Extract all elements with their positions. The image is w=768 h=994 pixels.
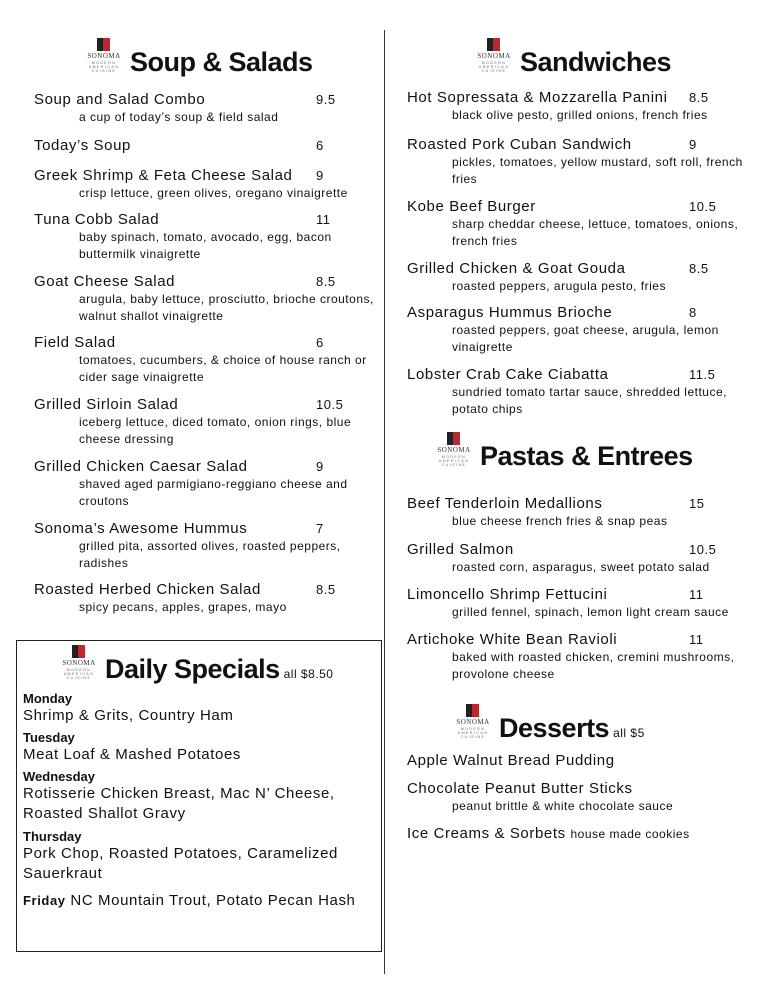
item-name: Grilled Chicken Caesar Salad — [34, 458, 248, 475]
menu-item — [407, 136, 747, 188]
item-description: pickles, tomatoes, yellow mustard, soft roll, french fries — [452, 155, 743, 186]
item-name: Tuna Cobb Salad — [34, 211, 160, 228]
menu-item — [34, 520, 374, 572]
item-description: grilled pita, assorted olives, roasted peppers, radishes — [79, 539, 341, 570]
menu-item — [34, 91, 374, 126]
sonoma-logo: SONOMA MODERN AMERICAN CUISINE — [86, 38, 122, 76]
menu-item — [407, 366, 747, 418]
item-description: tomatoes, cucumbers, & choice of house ranch or cider sage vinaigrette — [79, 353, 367, 384]
special-friday — [23, 891, 368, 911]
sonoma-logo: SONOMA MODERN AMERICAN CUISINE — [455, 704, 491, 742]
menu-item — [34, 458, 374, 510]
item-name: Roasted Herbed Chicken Salad — [34, 581, 261, 598]
item-name: Chocolate Peanut Butter Sticks — [407, 780, 633, 797]
item-description: baked with roasted chicken, cremini mushrooms, provolone cheese — [452, 650, 735, 681]
item-description: sundried tomato tartar sauce, shredded lettuce, potato chips — [452, 385, 727, 416]
menu-item — [34, 137, 374, 154]
item-price: 10.5 — [689, 199, 717, 214]
item-description: blue cheese french fries & snap peas — [452, 514, 668, 528]
day-name: Tuesday — [23, 730, 75, 745]
item-price: 8.5 — [316, 582, 336, 597]
item-name: Hot Sopressata & Mozzarella Panini — [407, 89, 668, 106]
item-price: 8.5 — [316, 274, 336, 289]
desserts-header — [455, 704, 645, 742]
item-name: Soup and Salad Combo — [34, 91, 206, 108]
item-inline-desc: house made cookies — [570, 827, 690, 841]
sonoma-logo: SONOMA MODERN AMERICAN CUISINE — [436, 432, 472, 470]
item-price: 9 — [316, 459, 324, 474]
item-price: 9 — [689, 137, 697, 152]
menu-item — [407, 304, 747, 356]
item-price: 11 — [316, 212, 331, 227]
menu-item — [34, 211, 374, 263]
menu-item — [407, 541, 747, 576]
item-price: 11 — [689, 587, 704, 602]
item-description: crisp lettuce, green olives, oregano vinaigrette — [79, 186, 348, 200]
item-description: spicy pecans, apples, grapes, mayo — [79, 600, 287, 614]
item-description: a cup of today’s soup & field salad — [79, 110, 279, 124]
item-description: roasted peppers, arugula pesto, fries — [452, 279, 666, 293]
sandwiches-header — [476, 38, 671, 76]
item-description: roasted peppers, goat cheese, arugula, lemon vinaigrette — [452, 323, 719, 354]
menu-item — [407, 260, 747, 295]
column-divider — [384, 30, 385, 974]
menu-item — [34, 273, 374, 325]
day-dish: Rotisserie Chicken Breast, Mac N’ Cheese, Roasted Shallot Gravy — [23, 785, 335, 822]
item-description: shaved aged parmigiano-reggiano cheese and croutons — [79, 477, 348, 508]
section-title: Soup & Salads — [130, 47, 313, 77]
item-name: Roasted Pork Cuban Sandwich — [407, 136, 632, 153]
day-dish: Meat Loaf & Mashed Potatoes — [23, 746, 241, 763]
item-name: Today’s Soup — [34, 137, 131, 154]
item-name: Field Salad — [34, 334, 116, 351]
item-description: sharp cheddar cheese, lettuce, tomatoes, onions, french fries — [452, 217, 739, 248]
item-price: 11.5 — [689, 367, 716, 382]
item-price: 9.5 — [316, 92, 336, 107]
item-price: 8.5 — [689, 90, 709, 105]
item-description: black olive pesto, grilled onions, french fries — [452, 108, 708, 122]
item-name: Asparagus Hummus Brioche — [407, 304, 613, 321]
special-monday — [23, 691, 368, 726]
section-note: all $5 — [613, 726, 645, 740]
item-name — [407, 825, 747, 842]
day-name: Thursday — [23, 829, 82, 844]
item-description: grilled fennel, spinach, lemon light cream sauce — [452, 605, 729, 619]
day-dish: Pork Chop, Roasted Potatoes, Caramelized Sauerkraut — [23, 845, 338, 882]
sonoma-logo: SONOMA MODERN AMERICAN CUISINE — [476, 38, 512, 76]
item-name-text: Ice Creams & Sorbets — [407, 825, 566, 842]
section-title: Pastas & Entrees — [480, 441, 693, 471]
sonoma-logo: SONOMA MODERN AMERICAN CUISINE — [61, 645, 97, 683]
item-price: 9 — [316, 168, 324, 183]
item-name: Sonoma’s Awesome Hummus — [34, 520, 248, 537]
item-description: arugula, baby lettuce, prosciutto, brioche croutons, walnut shallot vinaigrette — [79, 292, 374, 323]
item-description: baby spinach, tomato, avocado, egg, bacon buttermilk vinaigrette — [79, 230, 332, 261]
menu-item — [407, 586, 747, 621]
special-wednesday — [23, 769, 368, 824]
item-price: 8 — [689, 305, 697, 320]
section-note: all $8.50 — [283, 667, 334, 681]
menu-item — [34, 334, 374, 386]
item-price: 10.5 — [316, 397, 344, 412]
menu-item — [34, 581, 374, 616]
daily-specials-header — [61, 645, 333, 683]
item-name: Grilled Salmon — [407, 541, 514, 558]
item-price: 11 — [689, 632, 704, 647]
item-price: 6 — [316, 138, 324, 153]
item-description: iceberg lettuce, diced tomato, onion rings, blue cheese dressing — [79, 415, 352, 446]
item-name: Artichoke White Bean Ravioli — [407, 631, 618, 648]
item-price: 10.5 — [689, 542, 717, 557]
item-name: Kobe Beef Burger — [407, 198, 536, 215]
section-title: Desserts — [499, 713, 610, 743]
item-name: Lobster Crab Cake Ciabatta — [407, 366, 609, 383]
menu-item — [407, 198, 747, 250]
daily-specials-box — [16, 640, 382, 952]
menu-item — [407, 825, 747, 842]
item-name: Goat Cheese Salad — [34, 273, 176, 290]
menu-item — [407, 752, 747, 769]
item-name: Beef Tenderloin Medallions — [407, 495, 603, 512]
item-description: peanut brittle & white chocolate sauce — [452, 799, 674, 813]
menu-item — [34, 167, 374, 202]
menu-item — [407, 780, 747, 815]
day-dish: Shrimp & Grits, Country Ham — [23, 707, 234, 724]
menu-item — [407, 495, 747, 530]
item-price: 6 — [316, 335, 324, 350]
item-name: Grilled Sirloin Salad — [34, 396, 179, 413]
item-name: Limoncello Shrimp Fettucini — [407, 586, 608, 603]
item-price: 7 — [316, 521, 324, 536]
item-price: 8.5 — [689, 261, 709, 276]
item-price: 15 — [689, 496, 705, 511]
day-name: Monday — [23, 691, 73, 706]
section-title: Daily Specials — [105, 654, 280, 684]
menu-item — [34, 396, 374, 448]
item-name: Grilled Chicken & Goat Gouda — [407, 260, 626, 277]
menu-item — [407, 631, 747, 683]
special-tuesday — [23, 730, 368, 765]
day-dish: NC Mountain Trout, Potato Pecan Hash — [70, 892, 356, 909]
day-name: Wednesday — [23, 769, 96, 784]
item-name: Apple Walnut Bread Pudding — [407, 752, 615, 769]
pastas-header — [436, 432, 693, 470]
item-name: Greek Shrimp & Feta Cheese Salad — [34, 167, 293, 184]
menu-item — [407, 89, 747, 124]
soup-salads-header — [86, 38, 313, 76]
item-description: roasted corn, asparagus, sweet potato salad — [452, 560, 710, 574]
special-thursday — [23, 829, 368, 884]
day-name: Friday — [23, 893, 66, 908]
section-title: Sandwiches — [520, 47, 672, 77]
